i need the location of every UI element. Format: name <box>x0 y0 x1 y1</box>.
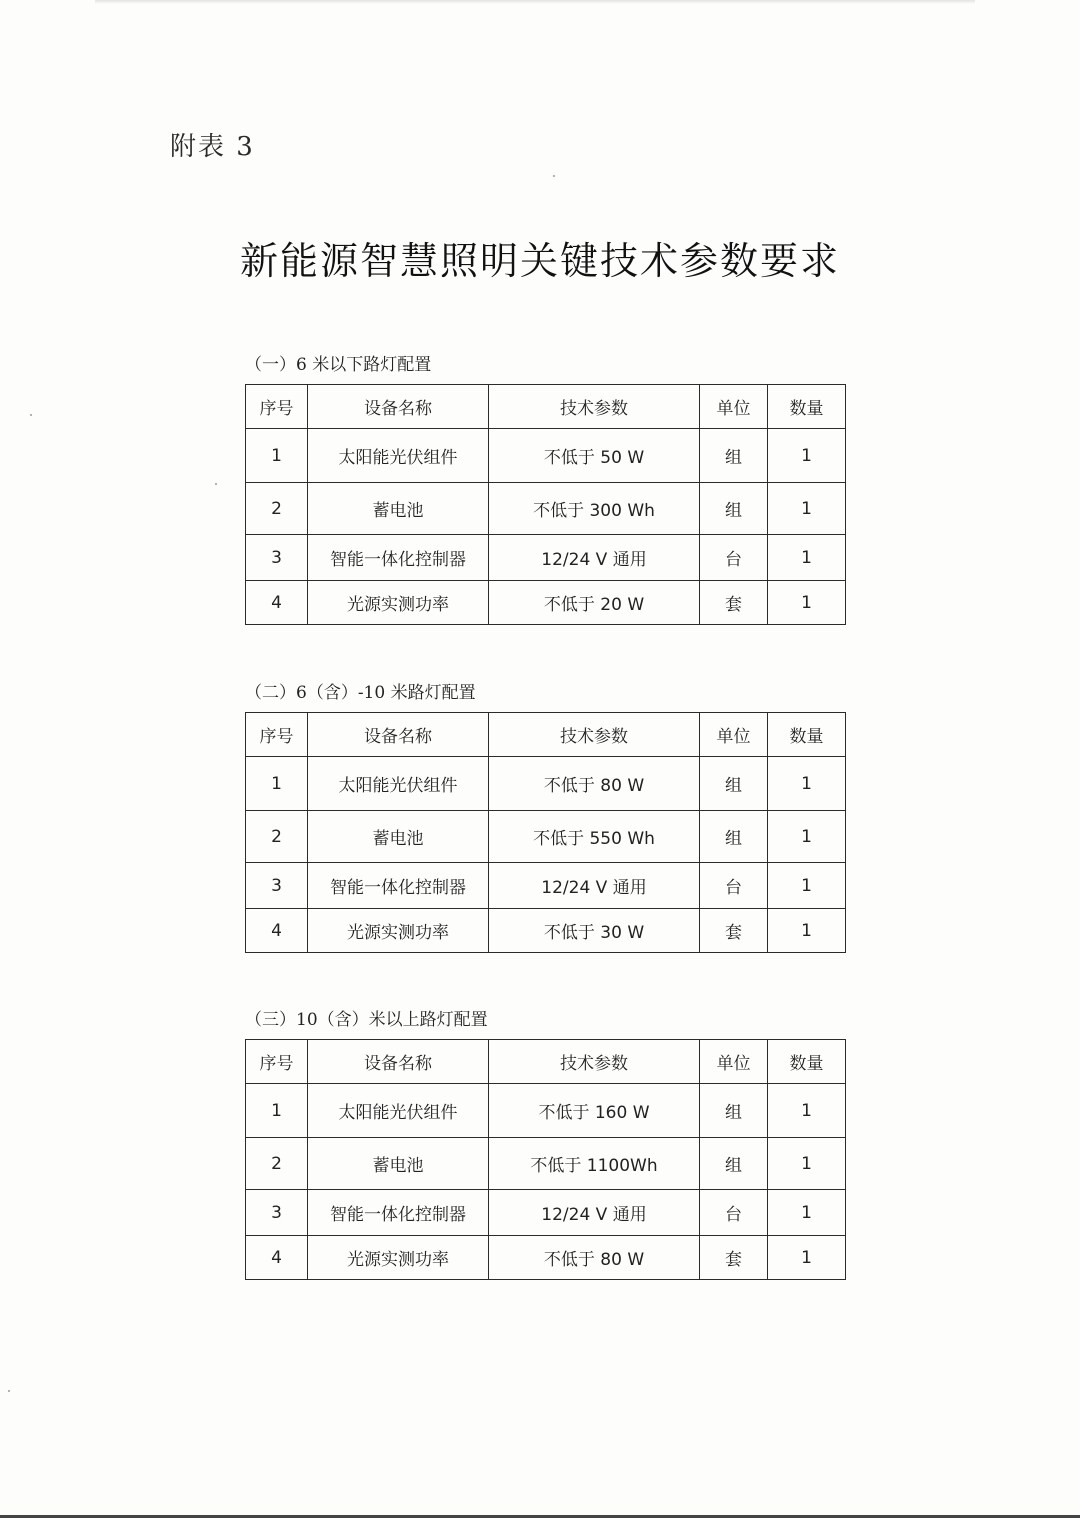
cell-no: 4 <box>246 581 308 625</box>
cell-param: 不低于 80 W <box>489 1236 700 1280</box>
table-row <box>246 757 846 811</box>
document-title: 新能源智慧照明关键技术参数要求 <box>239 239 840 283</box>
cell-name: 智能一体化控制器 <box>308 535 489 581</box>
header-param: 技术参数 <box>489 1040 700 1084</box>
cell-param: 不低于 550 Wh <box>489 811 700 863</box>
cell-no: 1 <box>246 1084 308 1138</box>
cell-qty: 1 <box>768 909 846 953</box>
spec-table <box>245 1039 846 1280</box>
header-unit: 单位 <box>700 713 768 757</box>
cell-param: 12/24 V 通用 <box>489 535 700 581</box>
cell-qty: 1 <box>768 757 846 811</box>
table-row <box>246 1138 846 1190</box>
cell-param: 不低于 20 W <box>489 581 700 625</box>
cell-name: 蓄电池 <box>308 483 489 535</box>
cell-no: 4 <box>246 909 308 953</box>
header-param: 技术参数 <box>489 385 700 429</box>
cell-qty: 1 <box>768 1190 846 1236</box>
cell-unit: 套 <box>700 581 768 625</box>
cell-unit: 组 <box>700 757 768 811</box>
cell-unit: 组 <box>700 811 768 863</box>
cell-param: 不低于 80 W <box>489 757 700 811</box>
cell-qty: 1 <box>768 1236 846 1280</box>
header-unit: 单位 <box>700 1040 768 1084</box>
table-row <box>246 581 846 625</box>
cell-unit: 台 <box>700 1190 768 1236</box>
cell-name: 太阳能光伏组件 <box>308 1084 489 1138</box>
cell-qty: 1 <box>768 811 846 863</box>
header-name: 设备名称 <box>308 1040 489 1084</box>
table-row <box>246 483 846 535</box>
cell-param: 12/24 V 通用 <box>489 863 700 909</box>
header-name: 设备名称 <box>308 713 489 757</box>
cell-name: 太阳能光伏组件 <box>308 757 489 811</box>
cell-no: 1 <box>246 757 308 811</box>
cell-param: 不低于 160 W <box>489 1084 700 1138</box>
header-qty: 数量 <box>768 713 846 757</box>
section-heading: （一）6 米以下路灯配置 <box>245 355 432 375</box>
cell-qty: 1 <box>768 1138 846 1190</box>
cell-no: 3 <box>246 1190 308 1236</box>
cell-name: 智能一体化控制器 <box>308 1190 489 1236</box>
table-row <box>246 909 846 953</box>
section-heading: （二）6（含）-10 米路灯配置 <box>245 683 476 703</box>
scan-speck <box>215 483 217 485</box>
cell-name: 太阳能光伏组件 <box>308 429 489 483</box>
cell-unit: 组 <box>700 483 768 535</box>
cell-name: 蓄电池 <box>308 811 489 863</box>
header-param: 技术参数 <box>489 713 700 757</box>
table-row <box>246 1084 846 1138</box>
section-1 <box>245 352 845 625</box>
cell-unit: 台 <box>700 535 768 581</box>
header-unit: 单位 <box>700 385 768 429</box>
cell-unit: 组 <box>700 429 768 483</box>
table-row <box>246 811 846 863</box>
cell-qty: 1 <box>768 863 846 909</box>
header-no: 序号 <box>246 1040 308 1084</box>
header-no: 序号 <box>246 385 308 429</box>
section-2 <box>245 680 845 953</box>
header-name: 设备名称 <box>308 385 489 429</box>
cell-param: 不低于 300 Wh <box>489 483 700 535</box>
section-heading: （三）10（含）米以上路灯配置 <box>245 1010 488 1030</box>
scan-speck <box>8 1390 10 1392</box>
cell-param: 不低于 30 W <box>489 909 700 953</box>
cell-name: 智能一体化控制器 <box>308 863 489 909</box>
cell-unit: 套 <box>700 1236 768 1280</box>
cell-name: 蓄电池 <box>308 1138 489 1190</box>
table-row <box>246 1236 846 1280</box>
cell-name: 光源实测功率 <box>308 909 489 953</box>
cell-unit: 台 <box>700 863 768 909</box>
header-qty: 数量 <box>768 1040 846 1084</box>
table-row <box>246 863 846 909</box>
header-qty: 数量 <box>768 385 846 429</box>
spec-table <box>245 712 846 953</box>
cell-param: 不低于 1100Wh <box>489 1138 700 1190</box>
spec-table <box>245 384 846 625</box>
cell-no: 2 <box>246 483 308 535</box>
cell-unit: 套 <box>700 909 768 953</box>
cell-no: 1 <box>246 429 308 483</box>
cell-qty: 1 <box>768 535 846 581</box>
cell-param: 12/24 V 通用 <box>489 1190 700 1236</box>
table-header-row <box>246 1040 846 1084</box>
cell-name: 光源实测功率 <box>308 1236 489 1280</box>
cell-name: 光源实测功率 <box>308 581 489 625</box>
appendix-label: 附表 3 <box>170 132 255 162</box>
cell-qty: 1 <box>768 429 846 483</box>
header-no: 序号 <box>246 713 308 757</box>
table-row <box>246 535 846 581</box>
cell-qty: 1 <box>768 1084 846 1138</box>
cell-qty: 1 <box>768 483 846 535</box>
table-row <box>246 429 846 483</box>
cell-no: 4 <box>246 1236 308 1280</box>
cell-no: 2 <box>246 811 308 863</box>
section-3 <box>245 1007 845 1280</box>
cell-no: 3 <box>246 535 308 581</box>
cell-unit: 组 <box>700 1084 768 1138</box>
table-header-row <box>246 713 846 757</box>
cell-unit: 组 <box>700 1138 768 1190</box>
table-header-row <box>246 385 846 429</box>
cell-param: 不低于 50 W <box>489 429 700 483</box>
cell-no: 2 <box>246 1138 308 1190</box>
table-row <box>246 1190 846 1236</box>
scan-speck <box>30 414 32 416</box>
scan-speck <box>553 175 555 177</box>
cell-qty: 1 <box>768 581 846 625</box>
scan-edge-top <box>95 0 975 4</box>
cell-no: 3 <box>246 863 308 909</box>
